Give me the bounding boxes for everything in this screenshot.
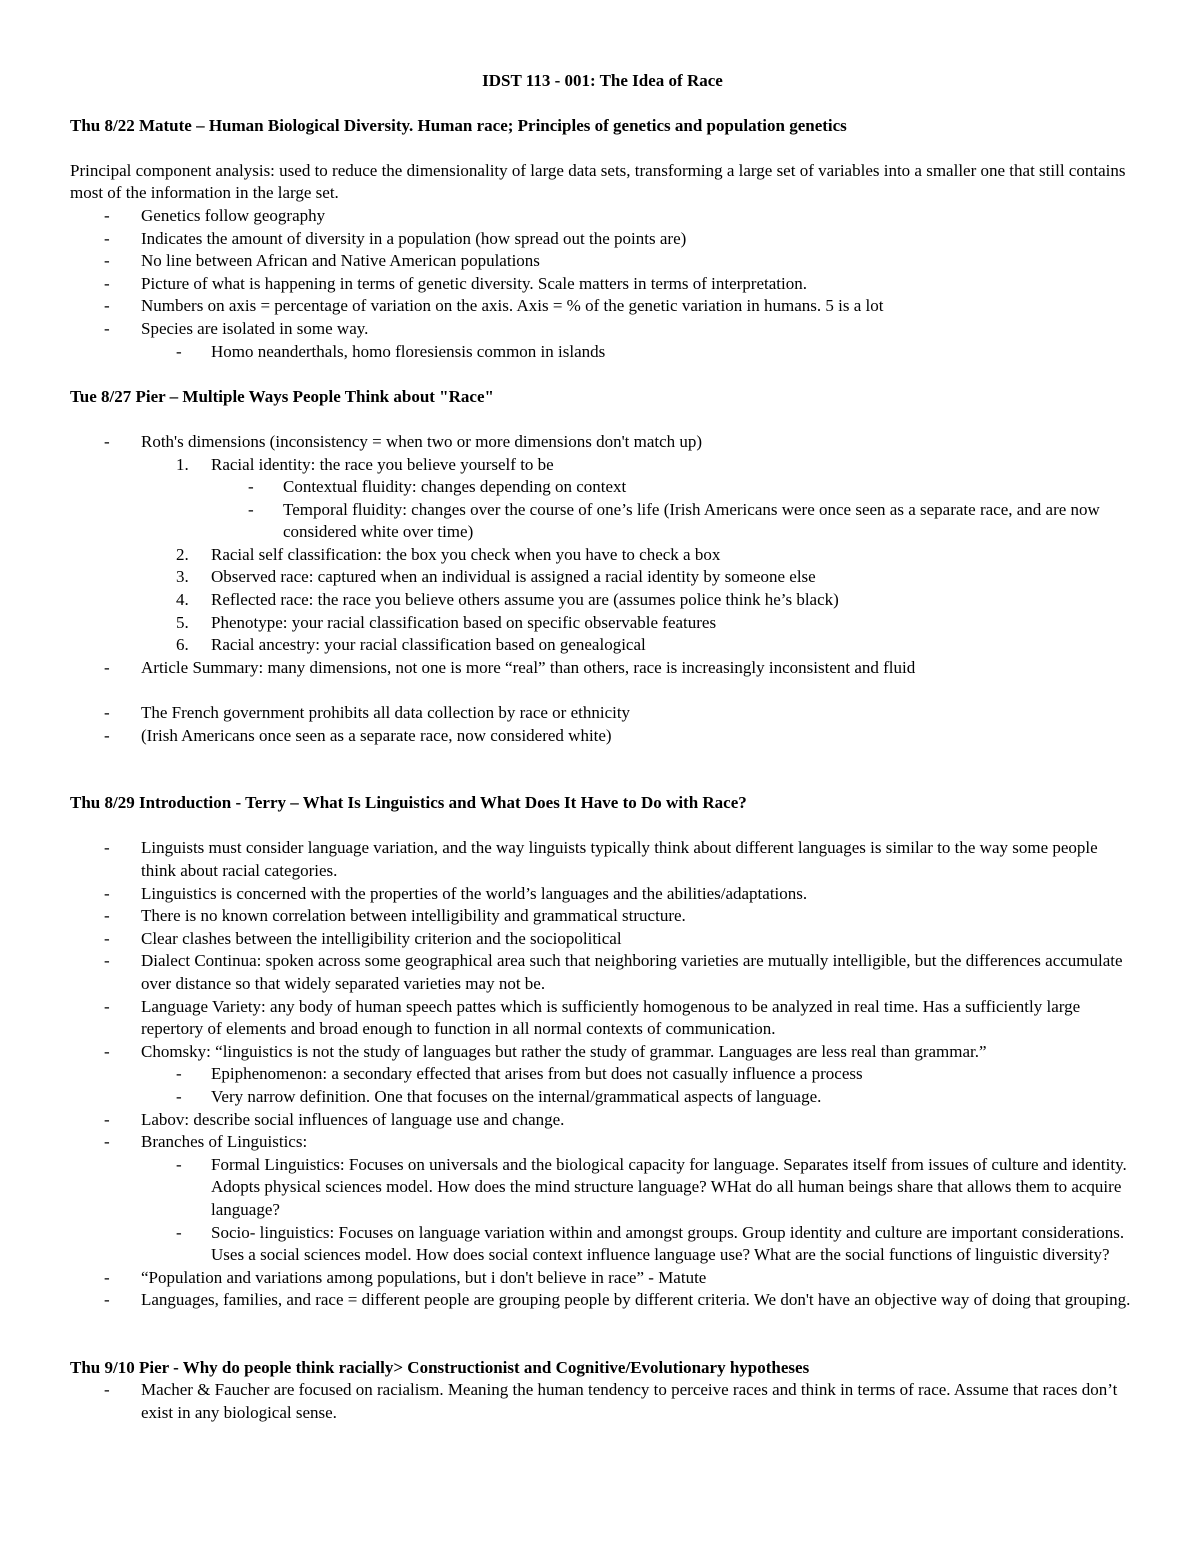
dash-bullet: - — [248, 477, 254, 497]
list-item — [70, 905, 1135, 928]
dash-bullet: - — [104, 928, 110, 948]
list-item-text: Very narrow definition. One that focuses on the internal/grammatical aspects of language. — [211, 1086, 822, 1106]
list-item — [70, 837, 1135, 882]
document-title: IDST 113 - 001: The Idea of Race — [482, 71, 723, 90]
dash-bullet: - — [104, 273, 110, 293]
numbered-item — [70, 612, 1135, 635]
list-item — [70, 702, 1135, 725]
dash-bullet: - — [176, 1064, 182, 1084]
list-item — [70, 431, 1135, 454]
dash-bullet: - — [104, 1290, 110, 1310]
dash-bullet: - — [104, 431, 110, 451]
list-item — [70, 725, 1135, 748]
document-page — [70, 70, 1135, 1425]
list-item-text: Languages, families, and race = different people are grouping people by different criteria. We don't have an objective way of doing that grouping. — [141, 1290, 1131, 1310]
list-item-text: (Irish Americans once seen as a separate race, now considered white) — [141, 725, 612, 745]
list-item — [70, 657, 1135, 680]
dash-bullet: - — [176, 1154, 182, 1174]
list-item — [70, 1063, 1135, 1086]
item-number: 2. — [176, 544, 189, 564]
list-item-text: Roth's dimensions (inconsistency = when two or more dimensions don't match up) — [141, 431, 703, 451]
dash-bullet: - — [104, 883, 110, 903]
list-item-text: No line between African and Native American populations — [141, 251, 540, 271]
list-item — [70, 883, 1135, 906]
list-item — [70, 295, 1135, 318]
list-item-text: Numbers on axis = percentage of variation on the axis. Axis = % of the genetic variation in humans. 5 is a lot — [141, 296, 884, 316]
list-item-text: Labov: describe social influences of language use and change. — [141, 1109, 565, 1129]
list-item-text: Socio- linguistics: Focuses on language variation within and amongst groups. Group identity and culture are important considerations. Uses a social sciences model. How does social context influence language use? What are the social functions of linguistic diversity? — [211, 1222, 1125, 1265]
list-item-text: Macher & Faucher are focused on racialism. Meaning the human tendency to perceive races and think in terms of race. Assume that races don’t exist in any biological sense. — [141, 1380, 1118, 1423]
list-item-text: Contextual fluidity: changes depending on context — [283, 477, 627, 497]
list-item — [70, 250, 1135, 273]
list-item-text: Clear clashes between the intelligibility criterion and the sociopolitical — [141, 928, 622, 948]
list-item-text: Dialect Continua: spoken across some geographical area such that neighboring varieties are mutually intelligible, but the differences accumulate over distance so that widely separated varieties may not be. — [141, 951, 1123, 993]
dash-bullet: - — [104, 838, 110, 858]
list-item-text: Genetics follow geography — [141, 205, 326, 225]
list-item — [70, 1379, 1135, 1424]
list-item — [70, 499, 1135, 544]
dash-bullet: - — [104, 205, 110, 225]
dash-bullet: - — [176, 341, 182, 361]
list-item — [70, 1086, 1135, 1109]
dash-bullet: - — [104, 657, 110, 677]
list-item — [70, 1041, 1135, 1064]
list-item-text: Species are isolated in some way. — [141, 318, 369, 338]
item-number: 6. — [176, 635, 189, 655]
dash-bullet: - — [104, 703, 110, 723]
list-item — [70, 928, 1135, 951]
list-item — [70, 996, 1135, 1041]
list-item-text: Linguists must consider language variation, and the way linguists typically think about different languages is similar to the way some people think about racial categories. — [141, 838, 1098, 880]
list-item-text: There is no known correlation between intelligibility and grammatical structure. — [141, 906, 686, 926]
list-item-text: Homo neanderthals, homo floresiensis common in islands — [211, 341, 606, 361]
list-item-text: The French government prohibits all data collection by race or ethnicity — [141, 703, 631, 723]
dash-bullet: - — [104, 1132, 110, 1152]
list-item — [70, 1154, 1135, 1222]
dash-bullet: - — [104, 1380, 110, 1400]
list-item — [70, 1267, 1135, 1290]
list-item-text: Linguistics is concerned with the properties of the world’s languages and the abilities/adaptations. — [141, 883, 808, 903]
dash-bullet: - — [104, 996, 110, 1016]
list-item-text: Chomsky: “linguistics is not the study of languages but rather the study of grammar. Languages are less real than grammar.” — [141, 1041, 987, 1061]
dash-bullet: - — [176, 1086, 182, 1106]
list-item-text: Temporal fluidity: changes over the course of one’s life (Irish Americans were once seen as a separate race, and are now considered white over time) — [283, 499, 1100, 542]
list-item — [70, 950, 1135, 995]
dash-bullet: - — [248, 499, 254, 519]
section-heading: Thu 8/29 Introduction - Terry – What Is Linguistics and What Does It Have to Do with Race? — [70, 793, 747, 813]
item-number: 1. — [176, 454, 189, 474]
list-item-text: Branches of Linguistics: — [141, 1132, 308, 1152]
dash-bullet: - — [104, 251, 110, 271]
list-item — [70, 341, 1135, 364]
dash-bullet: - — [104, 951, 110, 971]
list-item — [70, 1289, 1135, 1312]
dash-bullet: - — [104, 1109, 110, 1129]
dash-bullet: - — [104, 296, 110, 316]
list-item-text: Racial self classification: the box you check when you have to check a box — [211, 544, 721, 564]
list-item-text: Indicates the amount of diversity in a population (how spread out the points are) — [141, 228, 687, 248]
list-item-text: Racial identity: the race you believe yourself to be — [211, 454, 554, 474]
list-item — [70, 273, 1135, 296]
numbered-item — [70, 589, 1135, 612]
dash-bullet: - — [176, 1222, 182, 1242]
list-item — [70, 1109, 1135, 1132]
item-number: 5. — [176, 612, 189, 632]
list-item — [70, 228, 1135, 251]
dash-bullet: - — [104, 1041, 110, 1061]
section-heading: Thu 8/22 Matute – Human Biological Diversity. Human race; Principles of genetics and population genetics — [70, 115, 847, 135]
numbered-item — [70, 454, 1135, 477]
list-item-text: Phenotype: your racial classification based on specific observable features — [211, 612, 717, 632]
item-number: 3. — [176, 567, 189, 587]
list-item-text: “Population and variations among populations, but i don't believe in race” - Matute — [141, 1267, 707, 1287]
dash-bullet: - — [104, 1267, 110, 1287]
dash-bullet: - — [104, 725, 110, 745]
section-heading: Thu 9/10 Pier - Why do people think racially> Constructionist and Cognitive/Evolutionary hypotheses — [70, 1357, 810, 1377]
list-item — [70, 476, 1135, 499]
list-item — [70, 318, 1135, 341]
list-item-text: Language Variety: any body of human speech pattes which is sufficiently homogenous to be analyzed in real time. Has a sufficiently large repertory of elements and broad enough to function in all normal contexts of communication. — [141, 996, 1081, 1039]
numbered-item — [70, 544, 1135, 567]
numbered-item — [70, 566, 1135, 589]
list-item-text: Reflected race: the race you believe others assume you are (assumes police think he’s black) — [211, 590, 839, 610]
list-item-text: Article Summary: many dimensions, not one is more “real” than others, race is increasingly inconsistent and fluid — [141, 657, 916, 677]
numbered-item — [70, 634, 1135, 657]
section-intro: Principal component analysis: used to reduce the dimensionality of large data sets, transforming a large set of variables into a smaller one that still contains most of the information in the large set. — [70, 160, 1126, 203]
dash-bullet: - — [104, 906, 110, 926]
list-item-text: Observed race: captured when an individual is assigned a racial identity by someone else — [211, 567, 816, 587]
dash-bullet: - — [104, 318, 110, 338]
list-item — [70, 1131, 1135, 1154]
section-heading: Tue 8/27 Pier – Multiple Ways People Think about "Race" — [70, 386, 494, 406]
list-item — [70, 1222, 1135, 1267]
item-number: 4. — [176, 590, 189, 610]
list-item-text: Picture of what is happening in terms of genetic diversity. Scale matters in terms of interpretation. — [141, 273, 807, 293]
dash-bullet: - — [104, 228, 110, 248]
list-item-text: Formal Linguistics: Focuses on universals and the biological capacity for language. Separates itself from issues of culture and identity. Adopts physical sciences model. How does the mind structure language? WHat do all human beings share that allows them to acquire language? — [211, 1154, 1127, 1219]
list-item-text: Epiphenomenon: a secondary effected that arises from but does not casually influence a process — [211, 1064, 863, 1084]
list-item — [70, 205, 1135, 228]
list-item-text: Racial ancestry: your racial classification based on genealogical — [211, 635, 646, 655]
